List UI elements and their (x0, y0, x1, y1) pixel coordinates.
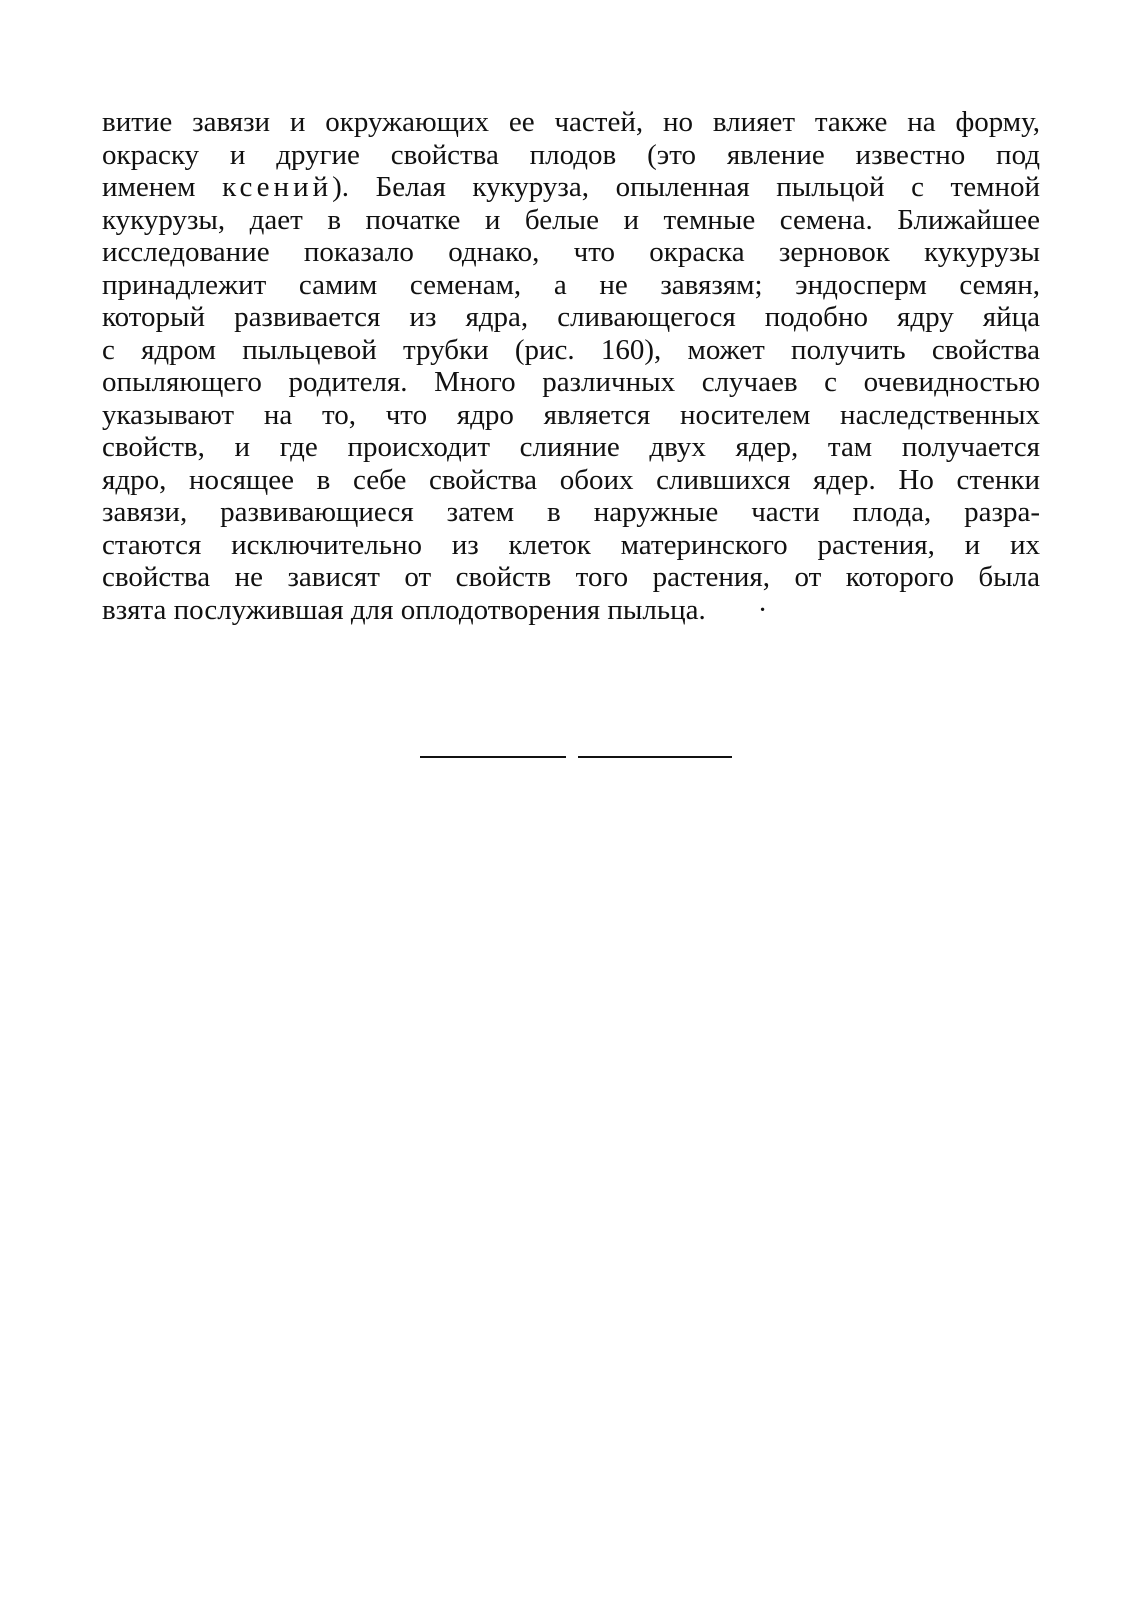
text-line: кукурузы, дает в початке и белые и темные семена. Ближайшее (102, 203, 1040, 236)
text-line: стаются исключительно из клеток материнского растения, и их (102, 528, 1040, 561)
line-part: взята послужившая для оплодотворения пыльца. (102, 593, 706, 626)
line-part: ). Белая кукуруза, опыленная пыльцой с темной (332, 171, 1040, 203)
text-line: который развивается из ядра, сливающегося подобно ядру яйца (102, 301, 1040, 333)
stray-mark: · (757, 593, 768, 626)
text-line: с ядром пыльцевой трубки (рис. 160), может получить свойства (102, 333, 1040, 366)
text-line: завязи, развивающиеся затем в наружные части плода, разра- (102, 496, 1040, 528)
text-line: окраску и другие свойства плодов (это явление известно под (102, 138, 1040, 171)
spaced-term: ксений (222, 171, 333, 203)
text-line: указывают на то, что ядро является носителем наследственных (102, 398, 1040, 431)
line-part: именем (102, 171, 223, 203)
text-line: витие завязи и окружающих ее частей, но влияет также на форму, (102, 106, 1040, 138)
text-line: опыляющего родителя. Много различных случаев с очевидностью (102, 366, 1040, 398)
body-text (102, 106, 1040, 626)
text-line: исследование показало однако, что окраска зерновок кукурузы (102, 236, 1040, 268)
text-line: принадлежит самим семенам, а не завязям; эндосперм семян, (102, 268, 1040, 301)
text-line: ядро, носящее в себе свойства обоих слившихся ядер. Но стенки (102, 463, 1040, 496)
text-line-last (102, 594, 1040, 627)
section-divider-left (420, 756, 566, 758)
text-line (102, 171, 1040, 204)
text-line: свойства не зависят от свойств того растения, от которого была (102, 561, 1040, 593)
text-line: свойств, и где происходит слияние двух ядер, там получается (102, 431, 1040, 463)
section-divider-right (578, 756, 732, 758)
